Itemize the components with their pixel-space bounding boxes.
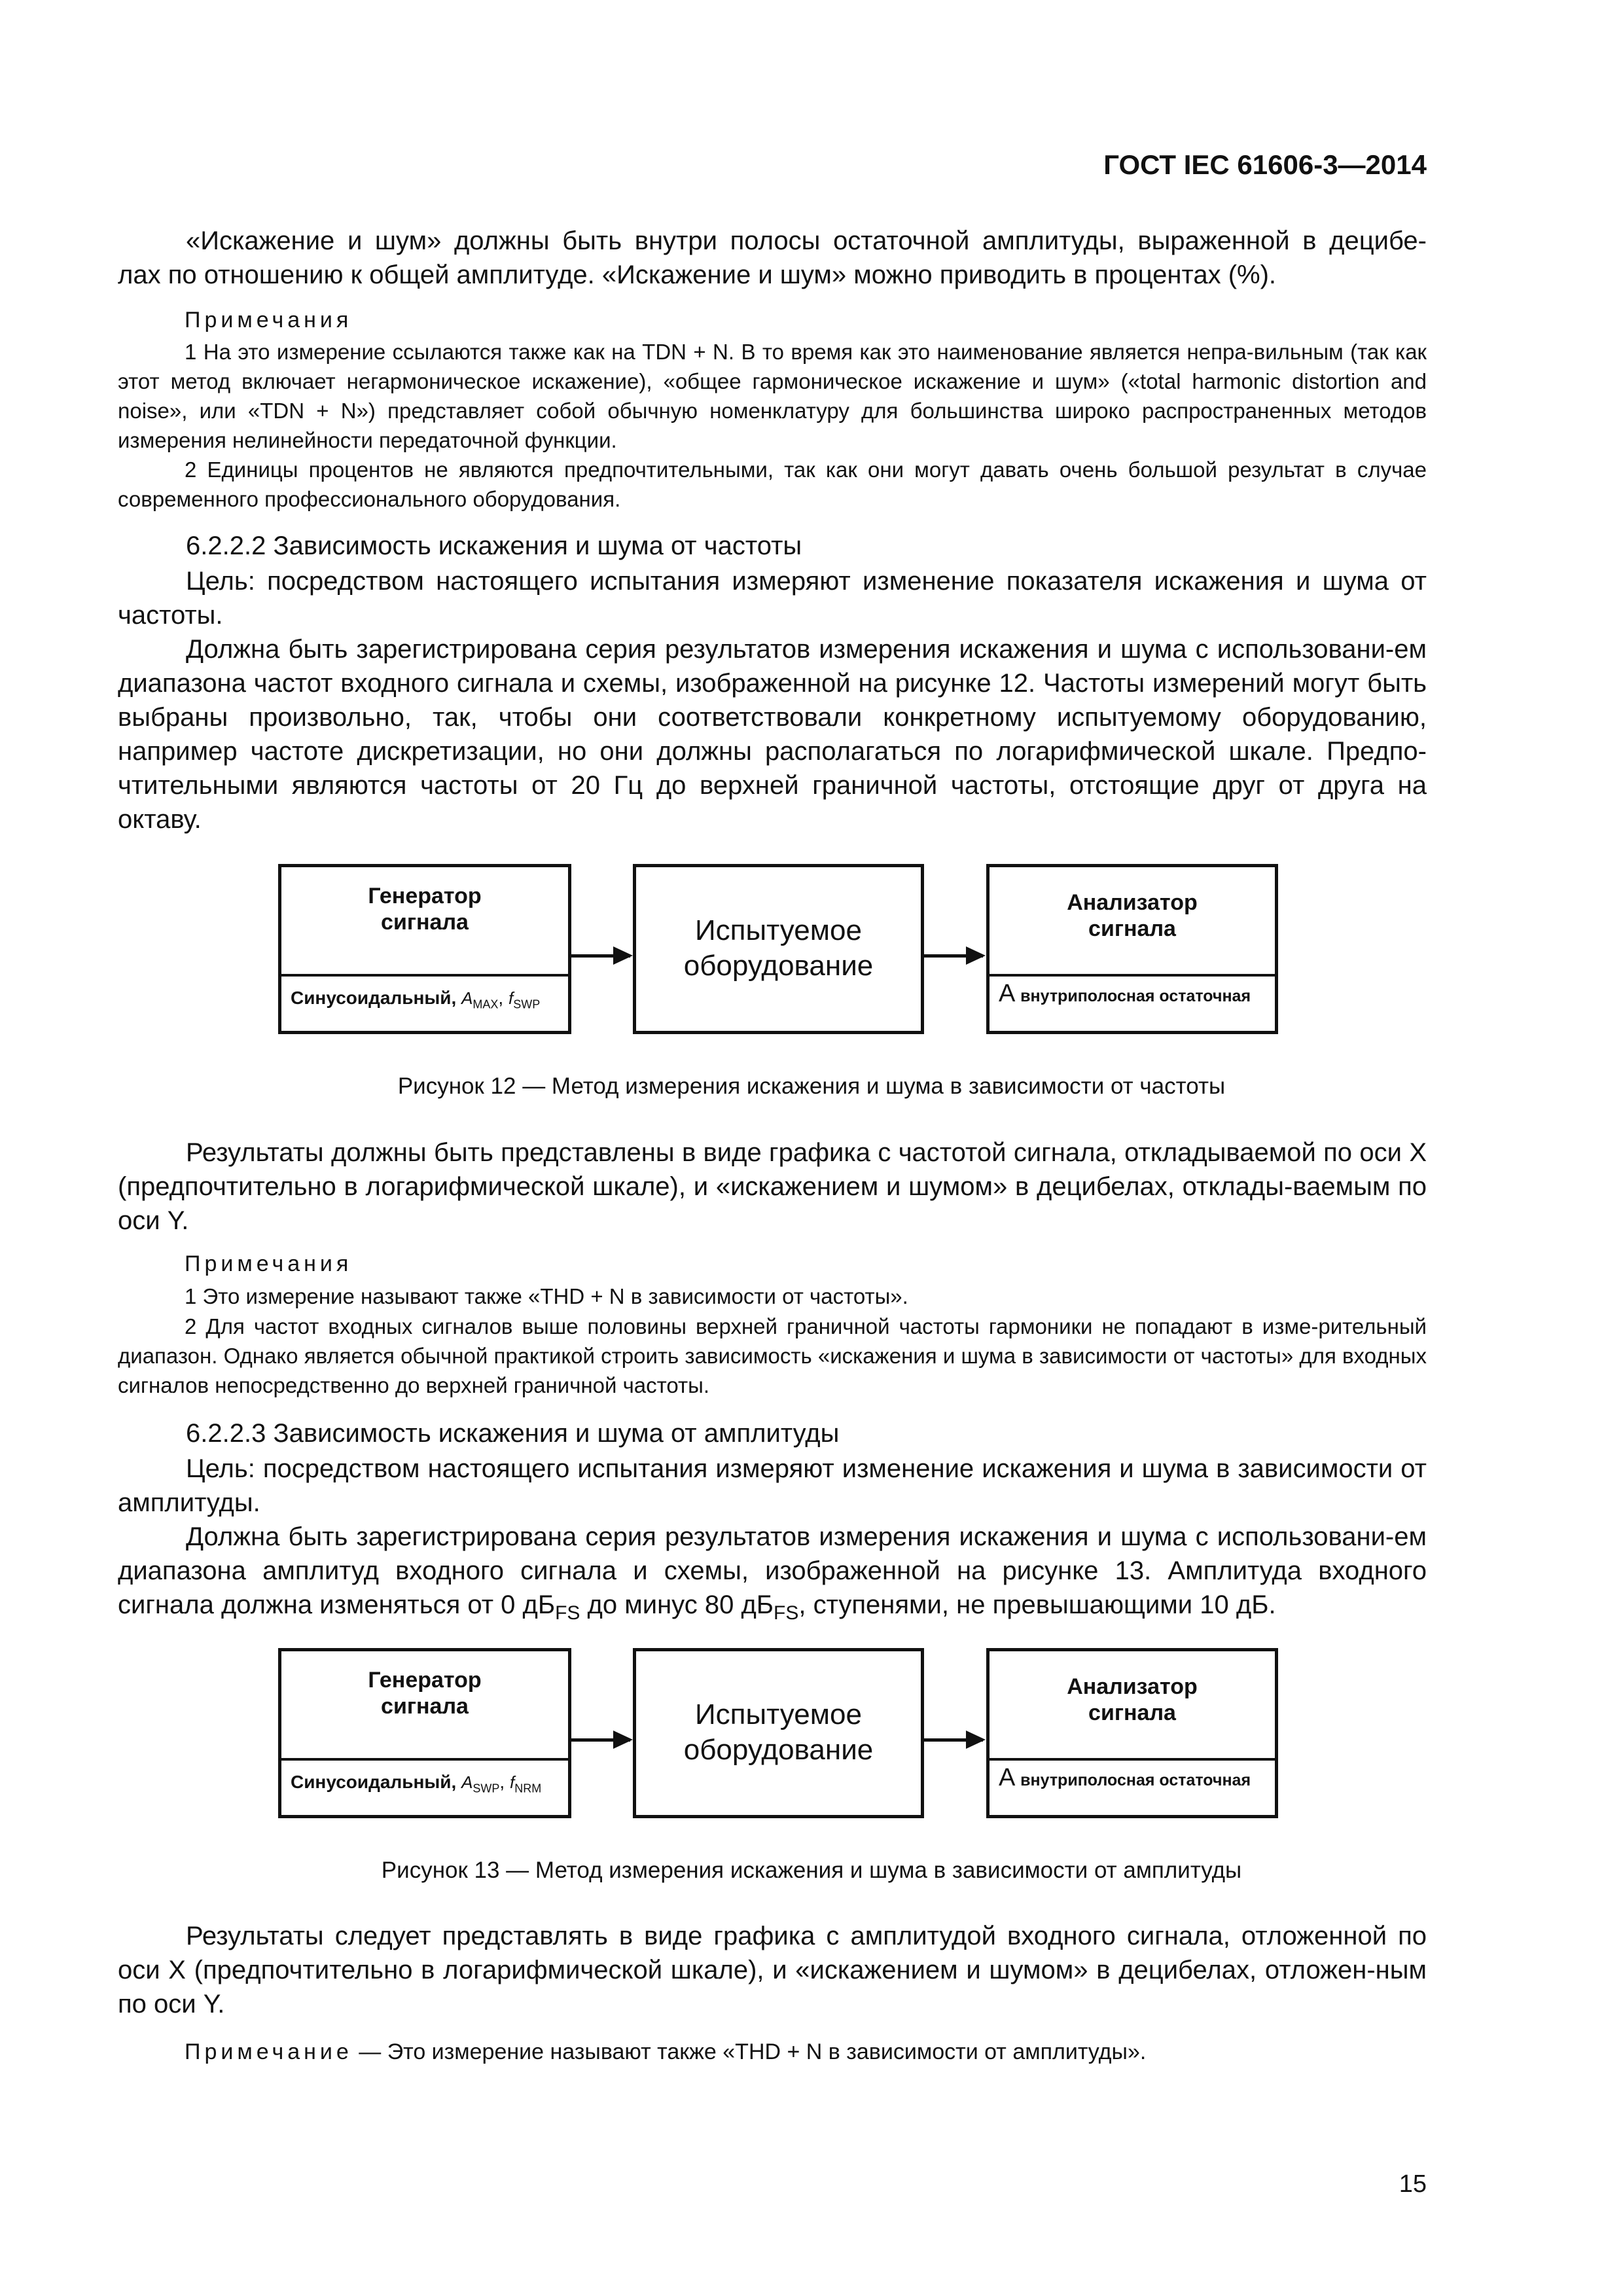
figure-13-caption: Рисунок 13 — Метод измерения искажения и шума в зависимости от амплитуды bbox=[381, 1857, 1242, 1883]
page-number: 15 bbox=[1399, 2170, 1427, 2198]
generator-signal-spec: Синусоидальный, $A_{SWP}$, $f_{NRM}$ bbox=[291, 1772, 542, 1795]
device-under-test-box bbox=[633, 1648, 924, 1818]
section-1-goal: Цель: посредством настоящего испытания измеряют изменение показателя искажения и шума от частоты. bbox=[118, 567, 1427, 630]
arrow-right-icon bbox=[924, 1738, 983, 1742]
analyzer-divider bbox=[990, 1758, 1275, 1761]
note-1-1: 1 На это измерение ссылаются также как на TDN + N. В то время как это наименование является непра-вильным (так как этот метод включает негармоническое искажение), «общее гармоническое искажение и шум» («total harmonic distortion and noise», или «TDN + N») представляет собой обычную номенклатуру для большинства широко распространенных методов измерения нелинейности передаточной функции. bbox=[118, 340, 1427, 452]
note-2-1: 1 Это измерение называют также «THD + N в зависимости от частоты». bbox=[185, 1284, 908, 1308]
analyzer-title-1: Анализатор bbox=[1067, 890, 1198, 915]
device-under-test-box bbox=[633, 864, 924, 1034]
notes-title-1: Примечания bbox=[185, 308, 353, 332]
generator-title-2: сигнала bbox=[381, 910, 469, 935]
generator-title-1: Генератор bbox=[368, 884, 482, 908]
dut-label-2: оборудование bbox=[683, 950, 874, 982]
analyzer-measurement-spec: A внутриполосная остаточная bbox=[999, 1764, 1251, 1791]
section-1-body: Должна быть зарегистрирована серия результатов измерения искажения и шума с использовани-ем диапазона частот входного сигнала и схемы, изображенной на рисунке 12. Частоты измерений могут быть выбраны произвольно, так, чтобы они соответствовали конкретному испытуемому оборудованию, например частоте дискретизации, но они должны располагаться по логарифмической шкале. Предпо-чтительными являются частоты от 20 Гц до верхней граничной частоты, отстоящие друг от друга на октаву. bbox=[118, 635, 1427, 834]
generator-box bbox=[278, 864, 571, 1034]
analyzer-box bbox=[986, 1648, 1278, 1818]
arrow-right-icon bbox=[571, 1738, 630, 1742]
dut-label-1: Испытуемое bbox=[695, 1698, 862, 1731]
intro-line-2: лах по отношению к общей амплитуде. «Искажение и шум» можно приводить в процентах (%). bbox=[118, 260, 1277, 289]
document-header: ГОСТ IEC 61606-3—2014 bbox=[1103, 149, 1427, 180]
analyzer-measurement-spec: A внутриполосная остаточная bbox=[999, 980, 1251, 1007]
generator-signal-spec: Синусоидальный, $A_{MAX}$, $f_{SWP}$ bbox=[291, 988, 541, 1011]
dut-label-1: Испытуемое bbox=[695, 914, 862, 946]
intro-line-1: «Искажение и шум» должны быть внутри полосы остаточной амплитуды, выраженной в децибе- bbox=[186, 226, 1427, 255]
generator-title-2: сигнала bbox=[381, 1694, 469, 1719]
section-heading-6-2-2-3: 6.2.2.3 Зависимость искажения и шума от амплитуды bbox=[186, 1419, 840, 1448]
section-2-goal: Цель: посредством настоящего испытания измеряют изменение искажения и шума в зависимости от амплитуды. bbox=[118, 1454, 1427, 1517]
note-1-2: 2 Единицы процентов не являются предпочтительными, так как они могут давать очень большой результат в случае современного профессионального оборудования. bbox=[118, 457, 1427, 511]
generator-divider bbox=[281, 1758, 568, 1761]
dut-label-2: оборудование bbox=[683, 1734, 874, 1766]
note-3: Примечание — Это измерение называют также «THD + N в зависимости от амплитуды». bbox=[185, 2039, 1147, 2064]
figure-12-caption: Рисунок 12 — Метод измерения искажения и шума в зависимости от частоты bbox=[397, 1073, 1226, 1099]
generator-box bbox=[278, 1648, 571, 1818]
figure-13-diagram bbox=[278, 1648, 1279, 1818]
generator-divider bbox=[281, 974, 568, 977]
results-paragraph-2: Результаты следует представлять в виде графика с амплитудой входного сигнала, отложенной по оси X (предпочтительно в логарифмической шкале), и «искажением и шумом» в децибелах, отложен-ным по оси Y. bbox=[118, 1922, 1427, 2018]
section-2-body: Должна быть зарегистрирована серия результатов измерения искажения и шума с использовани-ем диапазона амплитуд входного сигнала и схемы, изображенной на рисунке 13. Амплитуда входного сигнала должна изменяться от 0 $дБ_{FS}$ до минус 80 $дБ_{FS}$, ступенями, не превышающими 10 дБ. bbox=[118, 1522, 1427, 1624]
generator-title-1: Генератор bbox=[368, 1668, 482, 1693]
section-heading-6-2-2-2: 6.2.2.2 Зависимость искажения и шума от частоты bbox=[186, 531, 802, 560]
figure-12-diagram bbox=[278, 864, 1279, 1034]
results-paragraph-1: Результаты должны быть представлены в виде графика с частотой сигнала, откладываемой по оси X (предпочтительно в логарифмической шкале), и «искажением и шумом» в децибелах, отклады-ваемым по оси Y. bbox=[118, 1138, 1427, 1235]
arrow-right-icon bbox=[571, 954, 630, 958]
notes-title-2: Примечания bbox=[185, 1251, 353, 1276]
analyzer-box bbox=[986, 864, 1278, 1034]
intro-paragraph bbox=[118, 224, 1427, 292]
analyzer-title-2: сигнала bbox=[1088, 916, 1176, 941]
note-2-2: 2 Для частот входных сигналов выше половины верхней граничной частоты гармоники не попадают в изме-рительный диапазон. Однако является обычной практикой строить зависимость «искажения и шума в зависимости от частоты» для входных сигналов непосредственно до верхней граничной частоты. bbox=[118, 1314, 1427, 1397]
arrow-right-icon bbox=[924, 954, 983, 958]
analyzer-divider bbox=[990, 974, 1275, 977]
analyzer-title-1: Анализатор bbox=[1067, 1674, 1198, 1699]
analyzer-title-2: сигнала bbox=[1088, 1700, 1176, 1725]
